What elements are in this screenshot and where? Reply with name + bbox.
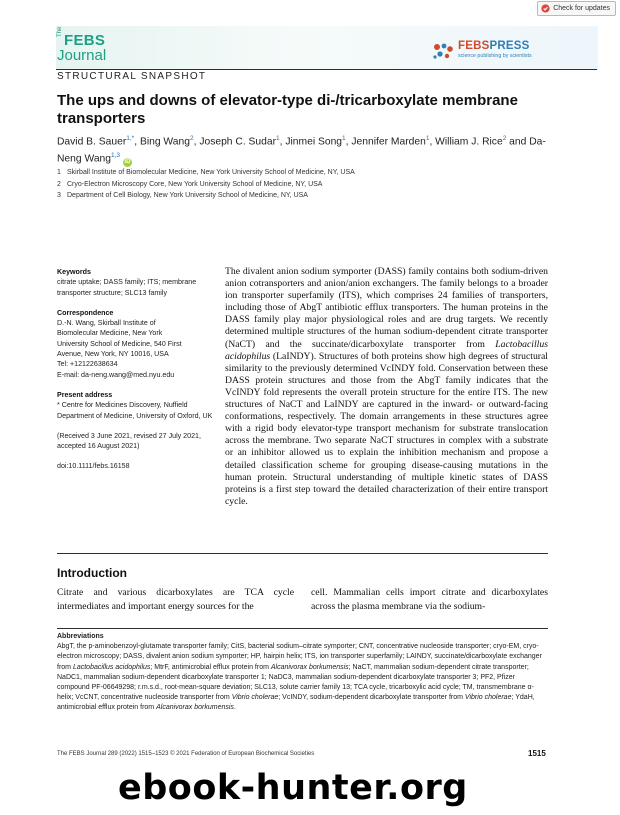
abbreviations-rule: [57, 628, 548, 629]
abstract-species: Lactobacillus acidophilus: [225, 338, 548, 362]
author-name[interactable]: Da-Neng Wang: [57, 136, 546, 165]
abbreviations-text: [57, 642, 549, 713]
abbreviations-species: Lactobacillus acidophilus: [72, 663, 151, 671]
author-affil-sup[interactable]: 1: [425, 135, 430, 142]
author-name[interactable]: David B. Sauer: [57, 136, 127, 148]
affiliations: [57, 167, 557, 202]
correspondence-heading: Correspondence: [57, 308, 114, 317]
present-address-heading: Present address: [57, 390, 113, 399]
correspondence-phone: Tel: +12122638634: [57, 360, 118, 369]
author-sep: ,: [134, 136, 140, 148]
author-name[interactable]: Jinmei Song: [285, 136, 343, 148]
article-type: STRUCTURAL SNAPSHOT: [57, 71, 207, 82]
affiliation-number: 1: [57, 169, 61, 176]
abstract: [225, 266, 548, 508]
doi-link[interactable]: doi:10.1111/febs.16158: [57, 462, 130, 471]
author-name[interactable]: Jennifer Marden: [351, 136, 426, 148]
affiliation-item: [57, 167, 557, 179]
author-sep: ,: [279, 136, 286, 148]
check-for-updates-label: Check for updates: [553, 5, 610, 12]
keywords-heading: Keywords: [57, 268, 91, 276]
correspondence-line: Avenue, New York, NY 10016, USA: [57, 350, 169, 359]
author-sep: , William J.: [429, 136, 483, 148]
intro-text-left: Citrate and various dicarboxylates are TCA cycle intermediates and important energy sources for the: [57, 587, 294, 612]
abbreviations-heading: Abbreviations: [57, 633, 104, 640]
abbreviations-species: Vibrio cholerae: [231, 694, 279, 702]
page-number: 1515: [528, 749, 546, 758]
author-name[interactable]: Joseph C. Sudar: [199, 136, 277, 148]
affiliation-text: Skirball Institute of Biomolecular Medicine, New York University School of Medicine, NY, USA: [67, 169, 355, 176]
abbreviations-species: Alcanivorax borkumensis: [270, 663, 349, 671]
article-title: The ups and downs of elevator-type di-/tricarboxylate membrane transporters: [57, 92, 518, 127]
affiliation-text: Cryo-Electron Microscopy Core, New York University School of Medicine, NY, USA: [67, 180, 323, 188]
affiliation-item: [57, 179, 557, 191]
correspondence-line: Biomolecular Medicine, New York: [57, 329, 163, 338]
author-sep: ,: [193, 136, 200, 148]
abstract-text: (LaINDY). Structures of both proteins show high degrees of structural similarity to the previously determined VcINDY fold. Conservation between these DASS protein structures and those from the AbgT family indicates that the VcINDY fold represents the overall protein structure for the entire ITS. The new structures of NaCT and LaINDY are captured in the inward- or outward-facing conformations, respectively. The domain arrangements in these structures agree with a rigid body elevator-type transport mechanism for substrate translocation across the membrane. Two separate NaCT structures in complex with a substrate or an inhibitor allowed us to explain the inhibition mechanism and propose a detailed classification scheme for grouping disease-causing mutations in the human protein. Structural understanding of multiple kinetic states of DASS proteins is a first step toward the detailed characterization of their entire transport cycle.: [225, 350, 548, 507]
press-tagline: science publishing by scientists: [458, 53, 532, 59]
correspondence-line: D.-N. Wang, Skirball Institute of: [57, 319, 156, 328]
author-sep: and: [506, 136, 530, 148]
keywords-text: citrate uptake; DASS family; ITS; membrane transporter structure; SLC13 family: [57, 278, 197, 297]
introduction-heading: Introduction: [57, 566, 127, 580]
affiliation-text: Department of Cell Biology, New York University School of Medicine, NY, USA: [67, 192, 308, 199]
author-list: [57, 132, 557, 167]
author-affil-sup[interactable]: 1: [276, 135, 280, 142]
journal-logo-febs: FEBS: [64, 32, 106, 49]
present-address-text: * Centre for Medicines Discovery, Nuffield Department of Medicine, University of Oxford, UK: [57, 401, 213, 420]
abstract-text: The divalent anion sodium symporter (DASS) family contains both sodium-driven anion cotransporters and anion/anion exchangers. The family belongs to a broader ion transporter superfamily (ITS), which comprises 24 families of transporters, including those of AbgT antibiotic efflux transporters. The human proteins in the DASS family play major physiological roles and are drug targets. We recently determined multiple structures of the human sodium-dependent citrate transporter (NaCT) and the succinate/dicarboxylate transporter from: [225, 266, 548, 350]
affiliation-number: 2: [57, 180, 61, 188]
press-title-febs: FEBS: [458, 40, 490, 52]
journal-logo-journal: Journal: [57, 47, 107, 64]
abbreviations-part: ; MtrF, antimicrobial efflux protein from: [150, 663, 271, 671]
abbreviations-part: .: [233, 704, 236, 712]
watermark: ebook-hunter.org: [118, 768, 468, 808]
received-dates: (Received 3 June 2021, revised 27 July 2021, accepted 16 August 2021): [57, 431, 201, 451]
check-for-updates-button[interactable]: [537, 1, 616, 16]
page-footer: The FEBS Journal 289 (2022) 1515–1523 © 2021 Federation of European Biochemical Societies: [57, 751, 315, 757]
molecule-icon: [432, 42, 454, 60]
abbreviations-part: AbgT, the p-aminobenzoyl-glutamate transporter family; CitS, bacterial sodium–citrate symporter; CNT, concentrative nucleoside transporter; cryo-EM, cryo-electron microscopy; DASS, divalent anion sodium symporter; HP, hairpin helix; ITS, ion transporter superfamily; LAINDY, succinate/dicarboxylate exchanger from: [57, 643, 542, 671]
author-affil-sup[interactable]: 1: [342, 135, 346, 142]
abbreviations: [57, 632, 549, 714]
press-title-press: PRESS: [489, 40, 530, 52]
intro-text-right: cell. Mammalian cells import citrate and dicarboxylates across the plasma membrane via the sodium-: [311, 587, 548, 612]
article-sidebar: [57, 267, 217, 482]
correspondence-line: University School of Medicine, 540 First: [57, 339, 182, 348]
affiliation-number: 3: [57, 192, 61, 199]
header-rule: [56, 69, 597, 70]
abbreviations-part: ; VcINDY, sodium-dependent dicarboxylate transporter from: [278, 694, 465, 702]
correspondence-email[interactable]: E-mail: da-neng.wang@med.nyu.edu: [57, 370, 175, 379]
section-rule: [57, 553, 548, 554]
author-name[interactable]: Rice: [482, 136, 503, 148]
author-affil-sup[interactable]: 1,3: [111, 152, 121, 160]
abbreviations-species: Alcanivorax borkumensis: [156, 704, 234, 712]
orcid-icon[interactable]: iD: [124, 158, 131, 165]
affiliation-item: [57, 190, 557, 202]
journal-logo-the: The: [57, 26, 63, 37]
febs-press-logo[interactable]: [432, 41, 532, 60]
author-affil-sup[interactable]: 1,*: [126, 135, 135, 142]
author-name[interactable]: Bing Wang: [139, 136, 190, 148]
abbreviations-part: ; NaCT, mammalian sodium-dependent citrate transporter; NaDC1, mammalian sodium-dependent dicarboxylate transporter 1; NaDC3, mammalian sodium-dependent dicarboxylate transporter 3; PF2, Pfizer compound PF-06649298; r.m.s.d., root-mean-square deviation; SLC13, solute carrier family 13; TCA cycle, tricarboxylic acid cycle; TM, transmembrane α-helix; VcCNT, concentrative nucleoside transporter from: [57, 663, 534, 702]
crossmark-icon: [541, 4, 550, 13]
author-sep: ,: [345, 136, 352, 148]
author-affil-sup[interactable]: 2: [189, 135, 194, 142]
abbreviations-species: Vibrio cholerae: [464, 694, 512, 702]
abbreviations-part: ; YdaH, antimicrobial efflux protein from: [57, 694, 535, 712]
author-affil-sup[interactable]: 2: [502, 135, 507, 142]
